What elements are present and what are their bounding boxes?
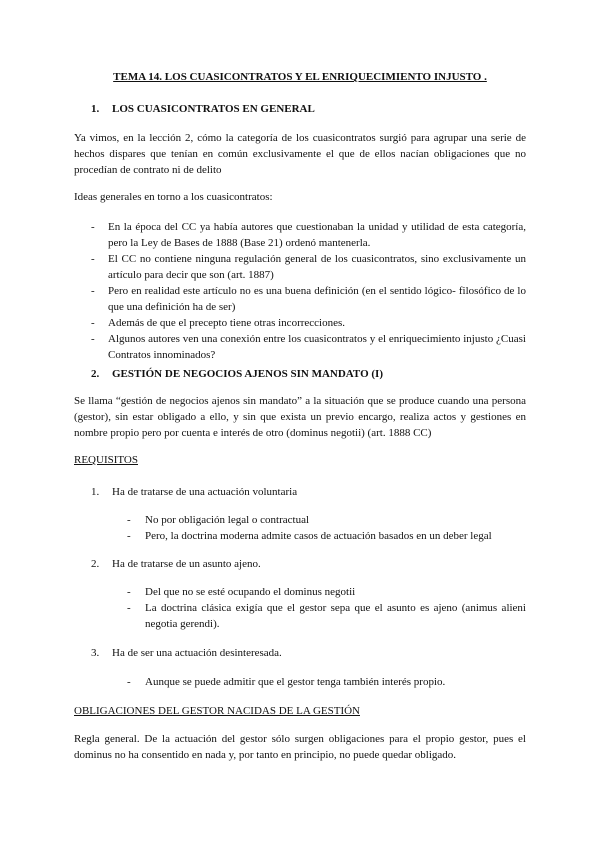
- list-item: - Además de que el precepto tiene otras incorrecciones.: [74, 315, 526, 331]
- list-item: - No por obligación legal o contractual: [125, 512, 526, 528]
- ideas-list: [74, 219, 526, 363]
- section1-intro: Ya vimos, en la lección 2, cómo la categoría de los cuasicontratos surgió para agrupar una serie de hechos dispares que tenían en común exclusivamente el que de ellos nacían obligaciones que no procedían de contrato ni de delito: [74, 132, 526, 176]
- requisito-3-list: [125, 674, 526, 690]
- requisito-1-number: 1.: [91, 486, 100, 498]
- list-item: - En la época del CC ya había autores que cuestionaban la unidad y utilidad de esta categoría, pero la Ley de Bases de 1888 (Base 21) ordenó mantenerla.: [74, 219, 526, 251]
- requisito-3: [91, 645, 282, 661]
- document-title: TEMA 14. LOS CUASICONTRATOS Y EL ENRIQUECIMIENTO INJUSTO .: [113, 71, 487, 83]
- requisito-1-label: Ha de tratarse de una actuación voluntaria: [112, 486, 298, 498]
- obligaciones-text: Regla general. De la actuación del gestor sólo surgen obligaciones para el propio gestor, pues el dominus no ha consentido en nada y, por tanto en principio, no puede quedar obligado.: [74, 733, 526, 761]
- list-item: - Del que no se esté ocupando el dominus negotii: [125, 584, 526, 600]
- section1-heading-text: LOS CUASICONTRATOS EN GENERAL: [112, 103, 315, 115]
- requisito-2-list: [125, 584, 526, 632]
- section1-number: 1.: [91, 103, 100, 115]
- section1-heading: [91, 101, 315, 117]
- obligaciones-heading: OBLIGACIONES DEL GESTOR NACIDAS DE LA GESTIÓN: [74, 705, 360, 717]
- requisito-3-label: Ha de ser una actuación desinteresada.: [112, 647, 282, 659]
- list-item: - Pero, la doctrina moderna admite casos de actuación basados en un deber legal: [125, 528, 526, 544]
- section2-number: 2.: [91, 368, 100, 380]
- requisito-2-number: 2.: [91, 558, 100, 570]
- list-item: - Algunos autores ven una conexión entre los cuasicontratos y el enriquecimiento injusto ¿Cuasi Contratos innominados?: [74, 331, 526, 363]
- list-item: - Pero en realidad este artículo no es una buena definición (en el sentido lógico- filosófico de lo que una definición ha de ser): [74, 283, 526, 315]
- requisito-1-list: [125, 512, 526, 544]
- requisito-1: [91, 484, 297, 500]
- ideas-label: Ideas generales en torno a los cuasicontratos:: [74, 191, 273, 203]
- requisito-3-number: 3.: [91, 647, 100, 659]
- requisito-2-label: Ha de tratarse de un asunto ajeno.: [112, 558, 261, 570]
- section2-heading-text: GESTIÓN DE NEGOCIOS AJENOS SIN MANDATO (I): [112, 368, 383, 380]
- section2-intro: Se llama “gestión de negocios ajenos sin mandato” a la situación que se produce cuando una persona (gestor), sin estar obligado a ello, y sin que exista un previo encargo, realiza actos y gestiones en nombre propio pero por cuenta e interés de otro (dominus negotii) (art. 1888 CC): [74, 395, 526, 439]
- requisito-2: [91, 556, 261, 572]
- section2-heading: [91, 366, 383, 382]
- list-item: - El CC no contiene ninguna regulación general de los cuasicontratos, sino exclusivamente un artículo para decir que son (art. 1887): [74, 251, 526, 283]
- requisitos-heading: REQUISITOS: [74, 454, 138, 466]
- list-item: - La doctrina clásica exigía que el gestor sepa que el asunto es ajeno (animus alieni negotia gerendi).: [125, 600, 526, 632]
- list-item: - Aunque se puede admitir que el gestor tenga también interés propio.: [125, 674, 526, 690]
